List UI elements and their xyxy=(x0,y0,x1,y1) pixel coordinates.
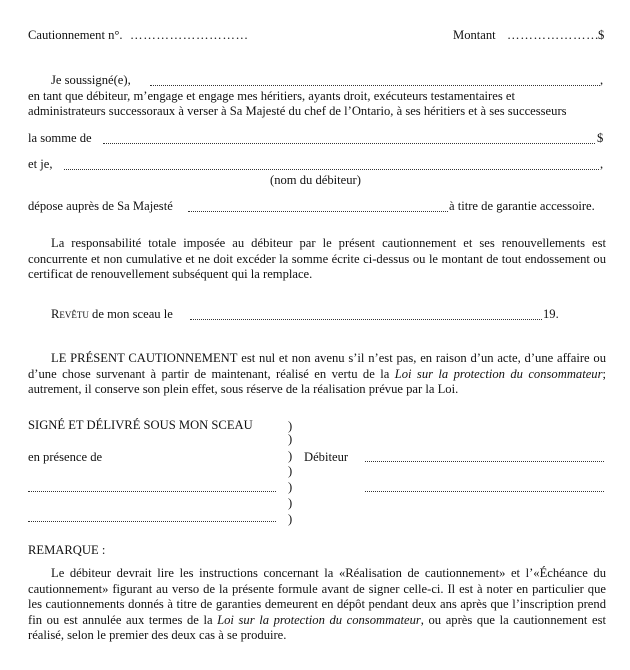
undersigned-field[interactable] xyxy=(150,85,600,86)
bracket: ) xyxy=(288,432,293,446)
bracket: ) xyxy=(288,512,293,526)
witness-line-2[interactable] xyxy=(28,521,276,522)
bond-number-field[interactable]: ……………………… xyxy=(130,28,249,42)
bracket: ) xyxy=(288,464,293,478)
and-i-field[interactable] xyxy=(64,169,599,170)
bracket: ) xyxy=(288,496,293,510)
consumer-protection-act: Loi sur la protection du consommateur xyxy=(217,612,421,627)
sum-label: la somme de xyxy=(28,131,92,145)
responsibility-paragraph: La responsabilité totale imposée au débiteur par le présent cautionnement et ses renouvellements est concurrente et non cumulative et ne doit excéder la somme écrite ci-dessus ou le montant de tout endossement ou certificat de renouvellement subséquent qui la remplace. xyxy=(28,236,606,281)
deposit-end: à titre de garantie accessoire. xyxy=(449,199,595,213)
undersigned-comma: , xyxy=(600,73,604,87)
undersigned-label: Je soussigné(e), xyxy=(51,73,131,87)
seal-year: 19. xyxy=(543,307,559,321)
consumer-protection-act: Loi sur la protection du consommateur xyxy=(394,366,603,381)
sum-currency: $ xyxy=(597,131,604,145)
amount-field[interactable]: ………………… xyxy=(507,28,600,42)
signed-sealed-label: SIGNÉ ET DÉLIVRÉ SOUS MON SCEAU xyxy=(28,418,253,432)
amount-label: Montant xyxy=(453,28,496,42)
bracket: ) xyxy=(288,449,293,463)
remark-paragraph: Le débiteur devrait lire les instructions concernant la «Réalisation de cautionnement» et l’«Échéance du cautionnement» figurant au verso de la présente formule avant de signer celle-ci. Il est à noter en particulier que les cautionnements donnés à titre de garanties demeurent en dépôt pendant deux ans après que l’inscription prend fin ou est annulée aux termes de la Loi sur la protection du consommateur, ou après que la cautionnement est réalisé, selon le premier des deux cas à se produire. xyxy=(28,566,606,642)
bracket: ) xyxy=(288,419,293,433)
bracket: ) xyxy=(288,480,293,494)
and-i-comma: , xyxy=(600,157,604,171)
deposit-label: dépose auprès de Sa Majesté xyxy=(28,199,173,213)
witness-line-1[interactable] xyxy=(28,491,276,492)
debtor-signature-line-2[interactable] xyxy=(365,491,604,492)
presence-label: en présence de xyxy=(28,450,103,464)
remark-title: REMARQUE : xyxy=(28,543,106,557)
amount-currency: $ xyxy=(598,28,605,42)
debtor-signature-line[interactable] xyxy=(365,461,604,462)
validity-paragraph: LE PRÉSENT CAUTIONNEMENT est nul et non avenu s’il n’est pas, en raison d’un acte, d’une affaire ou d’une chose survenant à partir de maintenant, réalisé en vertu de la Loi sur la protection du consommateur; autrement, il conserve son plein effet, sous réserve de la réalisation prévue par la Loi. xyxy=(28,351,606,396)
and-i-label: et je, xyxy=(28,157,53,171)
bond-number-label: Cautionnement n°. xyxy=(28,28,123,42)
sum-field[interactable] xyxy=(103,143,595,144)
validity-lead: LE PRÉSENT CAUTIONNEMENT xyxy=(51,351,238,365)
seal-date-field[interactable] xyxy=(190,319,542,320)
debtor-label: Débiteur xyxy=(304,450,349,464)
intro-line-3: administrateurs successoraux à verser à Sa Majesté du chef de l’Ontario, à ses héritiers et à ses successeurs xyxy=(28,104,567,118)
intro-line-2: en tant que débiteur, m’engage et engage mes héritiers, ayants droit, exécuteurs testamentaires et xyxy=(28,89,515,103)
debtor-name-caption: (nom du débiteur) xyxy=(270,173,361,187)
seal-label: Revêtu de mon sceau le xyxy=(51,307,173,321)
deposit-field[interactable] xyxy=(188,211,448,212)
